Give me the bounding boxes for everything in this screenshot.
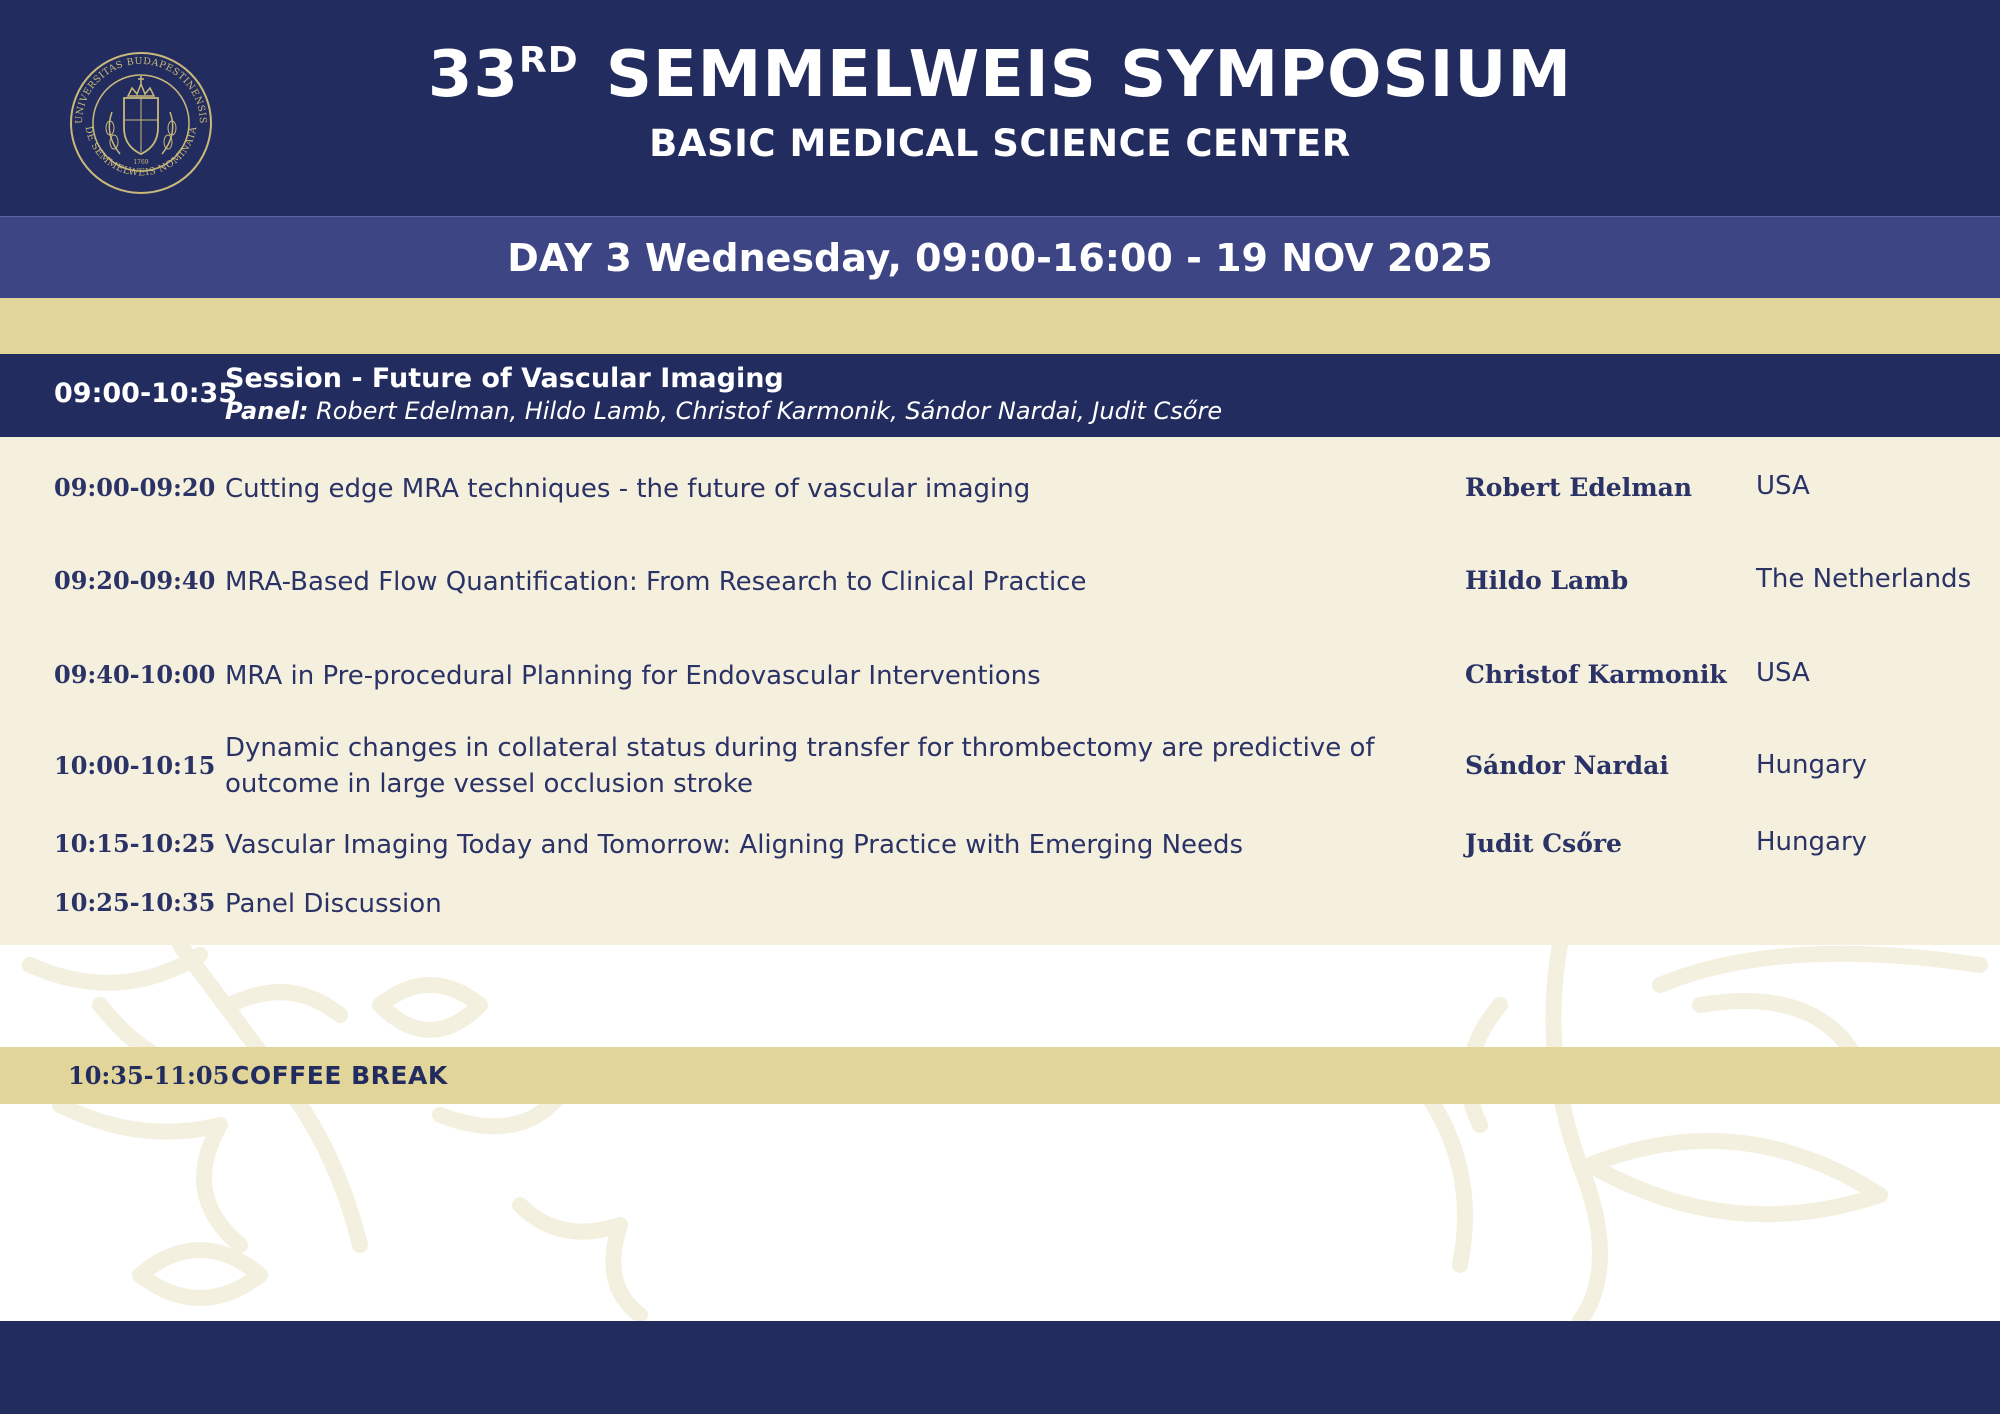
talk-title: Panel Discussion [225,889,442,919]
title-suffix: RD [518,40,579,81]
talk-title: Vascular Imaging Today and Tomorrow: Aligning Practice with Emerging Needs [225,830,1244,860]
talk-time: 10:25-10:35 [54,888,216,917]
coffee-label: COFFEE BREAK [231,1061,448,1090]
footer-band [0,1321,2000,1414]
talk-speaker: Robert Edelman [1465,473,1693,502]
page-subtitle: BASIC MEDICAL SCIENCE CENTER [649,122,1351,165]
tan-divider [0,298,2000,354]
talk-time: 09:40-10:00 [54,660,216,689]
talk-country: USA [1756,471,1810,501]
talk-country: USA [1756,658,1810,688]
session-panel [225,397,1222,425]
talk-speaker: Christof Karmonik [1465,660,1727,689]
talk-time: 09:00-09:20 [54,473,216,502]
talk-country: The Netherlands [1756,564,1972,594]
seal-bottom-text: DE SEMMELWEIS NOMINATA [82,125,200,179]
coffee-break-band [0,1047,2000,1104]
coffee-time: 10:35-11:05 [68,1061,230,1090]
talk-time: 10:00-10:15 [54,751,216,780]
talk-title: MRA in Pre-procedural Planning for Endovascular Interventions [225,661,1041,691]
talk-time: 10:15-10:25 [54,829,216,858]
header-band [0,0,2000,216]
talk-title: MRA-Based Flow Quantification: From Research to Clinical Practice [225,567,1087,597]
session-time: 09:00-10:35 [54,378,238,409]
page-title [0,38,2000,112]
leaf-watermark [0,945,2000,1321]
talk-country: Hungary [1756,827,1868,857]
day-banner [0,216,2000,299]
session-header [0,354,2000,437]
talk-time: 09:20-09:40 [54,566,216,595]
panel-label: Panel: [225,397,309,425]
panel-members: Robert Edelman, Hildo Lamb, Christof Karmonik, Sándor Nardai, Judit Csőre [316,397,1223,425]
seal-top-text: UNIVERSITAS BUDAPESTINENSIS [73,55,209,125]
title-number: 33 [427,38,519,112]
talk-speaker: Judit Csőre [1465,829,1622,858]
talk-title: Cutting edge MRA techniques - the future of vascular imaging [225,474,1031,504]
talk-speaker: Hildo Lamb [1465,566,1629,595]
day-label: DAY 3 Wednesday, 09:00-16:00 - 19 NOV 2025 [507,236,1493,280]
session-title: Session - Future of Vascular Imaging [225,363,784,394]
title-rest: SEMMELWEIS SYMPOSIUM [605,38,1573,112]
program-table [0,437,2000,945]
talk-title: Dynamic changes in collateral status during transfer for thrombectomy are predictive of outcome in large vessel occlusion stroke [225,733,1375,799]
talk-country: Hungary [1756,750,1868,780]
talk-speaker: Sándor Nardai [1465,751,1669,780]
seal-year: 1769 [133,159,149,166]
